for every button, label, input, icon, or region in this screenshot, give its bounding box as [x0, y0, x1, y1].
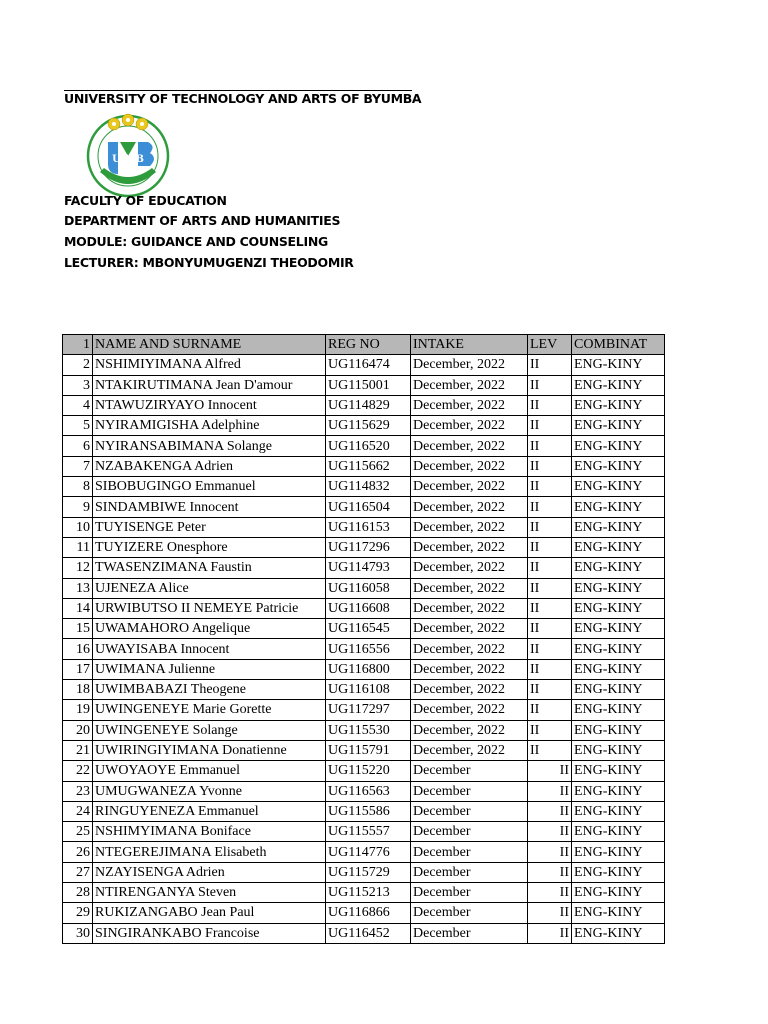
- row-number-cell: 18: [63, 680, 93, 700]
- reg-no-cell: REG NO: [326, 335, 411, 355]
- level-cell: II: [528, 578, 572, 598]
- student-name-cell: NZABAKENGA Adrien: [93, 456, 326, 476]
- level-cell: II: [528, 842, 572, 862]
- table-row: [63, 578, 665, 598]
- student-name-cell: UJENEZA Alice: [93, 578, 326, 598]
- intake-cell: December, 2022: [411, 517, 528, 537]
- reg-no-cell: UG116474: [326, 355, 411, 375]
- student-name-cell: NYIRAMIGISHA Adelphine: [93, 416, 326, 436]
- reg-no-cell: UG116108: [326, 680, 411, 700]
- level-cell: II: [528, 517, 572, 537]
- row-number-cell: 19: [63, 700, 93, 720]
- combination-cell: ENG-KINY: [572, 720, 665, 740]
- level-cell: II: [528, 680, 572, 700]
- level-cell: II: [528, 761, 572, 781]
- intake-cell: December, 2022: [411, 497, 528, 517]
- utab-logo: [84, 106, 172, 200]
- row-number-cell: 3: [63, 375, 93, 395]
- level-cell: II: [528, 740, 572, 760]
- table-row: [63, 659, 665, 679]
- row-number-cell: 10: [63, 517, 93, 537]
- table-row: [63, 903, 665, 923]
- row-number-cell: 29: [63, 903, 93, 923]
- student-name-cell: UWINGENEYE Solange: [93, 720, 326, 740]
- level-cell: II: [528, 375, 572, 395]
- reg-no-cell: UG114776: [326, 842, 411, 862]
- faculty-line: FACULTY OF EDUCATION: [64, 193, 227, 208]
- level-cell: II: [528, 700, 572, 720]
- student-name-cell: UMUGWANEZA Yvonne: [93, 781, 326, 801]
- table-row: [63, 700, 665, 720]
- table-row: [63, 720, 665, 740]
- student-name-cell: NTAKIRUTIMANA Jean D'amour: [93, 375, 326, 395]
- combination-cell: ENG-KINY: [572, 497, 665, 517]
- row-number-cell: 11: [63, 537, 93, 557]
- reg-no-cell: UG116563: [326, 781, 411, 801]
- intake-cell: December, 2022: [411, 619, 528, 639]
- combination-cell: ENG-KINY: [572, 477, 665, 497]
- student-name-cell: UWOYAOYE Emmanuel: [93, 761, 326, 781]
- reg-no-cell: UG115001: [326, 375, 411, 395]
- row-number-cell: 28: [63, 883, 93, 903]
- table-row: [63, 598, 665, 618]
- row-number-cell: 16: [63, 639, 93, 659]
- student-name-cell: SINGIRANKABO Francoise: [93, 923, 326, 943]
- table-header-row: [63, 335, 665, 355]
- reg-no-cell: UG116452: [326, 923, 411, 943]
- student-name-cell: UWAYISABA Innocent: [93, 639, 326, 659]
- combination-cell: ENG-KINY: [572, 842, 665, 862]
- combination-cell: ENG-KINY: [572, 456, 665, 476]
- combination-cell: ENG-KINY: [572, 680, 665, 700]
- intake-cell: December, 2022: [411, 375, 528, 395]
- level-cell: II: [528, 781, 572, 801]
- reg-no-cell: UG115662: [326, 456, 411, 476]
- table-row: [63, 436, 665, 456]
- table-row: [63, 375, 665, 395]
- combination-cell: ENG-KINY: [572, 801, 665, 821]
- row-number-cell: 2: [63, 355, 93, 375]
- student-name-cell: SIBOBUGINGO Emmanuel: [93, 477, 326, 497]
- level-cell: II: [528, 355, 572, 375]
- row-number-cell: 6: [63, 436, 93, 456]
- level-cell: II: [528, 883, 572, 903]
- student-name-cell: NSHIMYIMANA Boniface: [93, 822, 326, 842]
- reg-no-cell: UG116866: [326, 903, 411, 923]
- combination-cell: ENG-KINY: [572, 537, 665, 557]
- reg-no-cell: UG115557: [326, 822, 411, 842]
- combination-cell: ENG-KINY: [572, 781, 665, 801]
- university-name: UNIVERSITY OF TECHNOLOGY AND ARTS OF BYUMBA: [64, 91, 422, 106]
- table-row: [63, 740, 665, 760]
- row-number-cell: 30: [63, 923, 93, 943]
- reg-no-cell: UG116058: [326, 578, 411, 598]
- reg-no-cell: UG115530: [326, 720, 411, 740]
- combination-cell: ENG-KINY: [572, 761, 665, 781]
- table-row: [63, 761, 665, 781]
- intake-cell: December, 2022: [411, 436, 528, 456]
- student-roster-table: [62, 334, 665, 944]
- table-row: [63, 619, 665, 639]
- row-number-cell: 26: [63, 842, 93, 862]
- table-row: [63, 842, 665, 862]
- module-line: MODULE: GUIDANCE AND COUNSELING: [64, 234, 328, 249]
- level-cell: II: [528, 903, 572, 923]
- level-cell: II: [528, 497, 572, 517]
- reg-no-cell: UG114829: [326, 395, 411, 415]
- intake-cell: December: [411, 822, 528, 842]
- student-name-cell: UWIMANA Julienne: [93, 659, 326, 679]
- intake-cell: December, 2022: [411, 355, 528, 375]
- row-number-cell: 7: [63, 456, 93, 476]
- table-row: [63, 416, 665, 436]
- level-cell: II: [528, 395, 572, 415]
- reg-no-cell: UG117297: [326, 700, 411, 720]
- row-number-cell: 17: [63, 659, 93, 679]
- row-number-cell: 22: [63, 761, 93, 781]
- student-name-cell: UWIRINGIYIMANA Donatienne: [93, 740, 326, 760]
- row-number-cell: 27: [63, 862, 93, 882]
- combination-cell: ENG-KINY: [572, 659, 665, 679]
- reg-no-cell: UG115729: [326, 862, 411, 882]
- table-row: [63, 497, 665, 517]
- reg-no-cell: UG116520: [326, 436, 411, 456]
- intake-cell: INTAKE: [411, 335, 528, 355]
- row-number-cell: 4: [63, 395, 93, 415]
- row-number-cell: 15: [63, 619, 93, 639]
- student-name-cell: TWASENZIMANA Faustin: [93, 558, 326, 578]
- table-row: [63, 456, 665, 476]
- level-cell: II: [528, 822, 572, 842]
- row-number-cell: 25: [63, 822, 93, 842]
- table-row: [63, 801, 665, 821]
- student-name-cell: URWIBUTSO II NEMEYE Patricie: [93, 598, 326, 618]
- department-line: DEPARTMENT OF ARTS AND HUMANITIES: [64, 213, 341, 228]
- intake-cell: December, 2022: [411, 740, 528, 760]
- combination-cell: ENG-KINY: [572, 416, 665, 436]
- intake-cell: December, 2022: [411, 680, 528, 700]
- reg-no-cell: UG114793: [326, 558, 411, 578]
- table-row: [63, 862, 665, 882]
- intake-cell: December: [411, 842, 528, 862]
- combination-cell: ENG-KINY: [572, 598, 665, 618]
- level-cell: II: [528, 639, 572, 659]
- table-row: [63, 355, 665, 375]
- student-name-cell: NZAYISENGA Adrien: [93, 862, 326, 882]
- level-cell: II: [528, 558, 572, 578]
- level-cell: II: [528, 659, 572, 679]
- table-row: [63, 537, 665, 557]
- combination-cell: ENG-KINY: [572, 740, 665, 760]
- intake-cell: December, 2022: [411, 598, 528, 618]
- reg-no-cell: UG114832: [326, 477, 411, 497]
- level-cell: II: [528, 862, 572, 882]
- student-name-cell: NTEGEREJIMANA Elisabeth: [93, 842, 326, 862]
- combination-cell: ENG-KINY: [572, 923, 665, 943]
- student-name-cell: NYIRANSABIMANA Solange: [93, 436, 326, 456]
- student-name-cell: TUYISENGE Peter: [93, 517, 326, 537]
- lecturer-line: LECTURER: MBONYUMUGENZI THEODOMIR: [64, 255, 354, 270]
- student-name-cell: SINDAMBIWE Innocent: [93, 497, 326, 517]
- row-number-cell: 24: [63, 801, 93, 821]
- intake-cell: December, 2022: [411, 700, 528, 720]
- reg-no-cell: UG115791: [326, 740, 411, 760]
- combination-cell: ENG-KINY: [572, 395, 665, 415]
- row-number-cell: 1: [63, 335, 93, 355]
- level-cell: II: [528, 456, 572, 476]
- intake-cell: December, 2022: [411, 456, 528, 476]
- table-row: [63, 781, 665, 801]
- table-row: [63, 822, 665, 842]
- row-number-cell: 8: [63, 477, 93, 497]
- table-row: [63, 558, 665, 578]
- intake-cell: December: [411, 801, 528, 821]
- intake-cell: December, 2022: [411, 659, 528, 679]
- combination-cell: ENG-KINY: [572, 639, 665, 659]
- table-row: [63, 477, 665, 497]
- level-cell: LEV: [528, 335, 572, 355]
- intake-cell: December, 2022: [411, 720, 528, 740]
- combination-cell: ENG-KINY: [572, 436, 665, 456]
- reg-no-cell: UG115586: [326, 801, 411, 821]
- table-row: [63, 680, 665, 700]
- combination-cell: ENG-KINY: [572, 375, 665, 395]
- level-cell: II: [528, 416, 572, 436]
- intake-cell: December: [411, 761, 528, 781]
- reg-no-cell: UG116608: [326, 598, 411, 618]
- row-number-cell: 5: [63, 416, 93, 436]
- row-number-cell: 12: [63, 558, 93, 578]
- level-cell: II: [528, 801, 572, 821]
- combination-cell: ENG-KINY: [572, 558, 665, 578]
- student-name-cell: RUKIZANGABO Jean Paul: [93, 903, 326, 923]
- level-cell: II: [528, 720, 572, 740]
- student-name-cell: RINGUYENEZA Emmanuel: [93, 801, 326, 821]
- reg-no-cell: UG116504: [326, 497, 411, 517]
- level-cell: II: [528, 537, 572, 557]
- intake-cell: December: [411, 923, 528, 943]
- combination-cell: ENG-KINY: [572, 903, 665, 923]
- level-cell: II: [528, 598, 572, 618]
- intake-cell: December, 2022: [411, 477, 528, 497]
- intake-cell: December: [411, 862, 528, 882]
- table-row: [63, 883, 665, 903]
- student-name-cell: UWINGENEYE Marie Gorette: [93, 700, 326, 720]
- combination-cell: ENG-KINY: [572, 700, 665, 720]
- combination-cell: ENG-KINY: [572, 822, 665, 842]
- row-number-cell: 21: [63, 740, 93, 760]
- student-name-cell: TUYIZERE Onesphore: [93, 537, 326, 557]
- intake-cell: December, 2022: [411, 537, 528, 557]
- table-row: [63, 395, 665, 415]
- reg-no-cell: UG115629: [326, 416, 411, 436]
- level-cell: II: [528, 477, 572, 497]
- reg-no-cell: UG116545: [326, 619, 411, 639]
- table-row: [63, 517, 665, 537]
- combination-cell: ENG-KINY: [572, 619, 665, 639]
- intake-cell: December: [411, 883, 528, 903]
- intake-cell: December, 2022: [411, 558, 528, 578]
- student-name-cell: NAME AND SURNAME: [93, 335, 326, 355]
- table-row: [63, 639, 665, 659]
- combination-cell: COMBINAT: [572, 335, 665, 355]
- combination-cell: ENG-KINY: [572, 578, 665, 598]
- level-cell: II: [528, 619, 572, 639]
- logo-text: UTAB: [112, 154, 144, 165]
- reg-no-cell: UG115220: [326, 761, 411, 781]
- row-number-cell: 14: [63, 598, 93, 618]
- reg-no-cell: UG116153: [326, 517, 411, 537]
- level-cell: II: [528, 923, 572, 943]
- table-row: [63, 923, 665, 943]
- student-name-cell: NSHIMIYIMANA Alfred: [93, 355, 326, 375]
- intake-cell: December, 2022: [411, 639, 528, 659]
- intake-cell: December, 2022: [411, 416, 528, 436]
- level-cell: II: [528, 436, 572, 456]
- reg-no-cell: UG115213: [326, 883, 411, 903]
- row-number-cell: 13: [63, 578, 93, 598]
- combination-cell: ENG-KINY: [572, 862, 665, 882]
- reg-no-cell: UG117296: [326, 537, 411, 557]
- student-name-cell: UWIMBABAZI Theogene: [93, 680, 326, 700]
- reg-no-cell: UG116800: [326, 659, 411, 679]
- row-number-cell: 9: [63, 497, 93, 517]
- combination-cell: ENG-KINY: [572, 517, 665, 537]
- intake-cell: December: [411, 781, 528, 801]
- reg-no-cell: UG116556: [326, 639, 411, 659]
- row-number-cell: 20: [63, 720, 93, 740]
- row-number-cell: 23: [63, 781, 93, 801]
- combination-cell: ENG-KINY: [572, 883, 665, 903]
- intake-cell: December, 2022: [411, 578, 528, 598]
- student-name-cell: UWAMAHORO Angelique: [93, 619, 326, 639]
- intake-cell: December, 2022: [411, 395, 528, 415]
- student-name-cell: NTIRENGANYA Steven: [93, 883, 326, 903]
- student-name-cell: NTAWUZIRYAYO Innocent: [93, 395, 326, 415]
- intake-cell: December: [411, 903, 528, 923]
- combination-cell: ENG-KINY: [572, 355, 665, 375]
